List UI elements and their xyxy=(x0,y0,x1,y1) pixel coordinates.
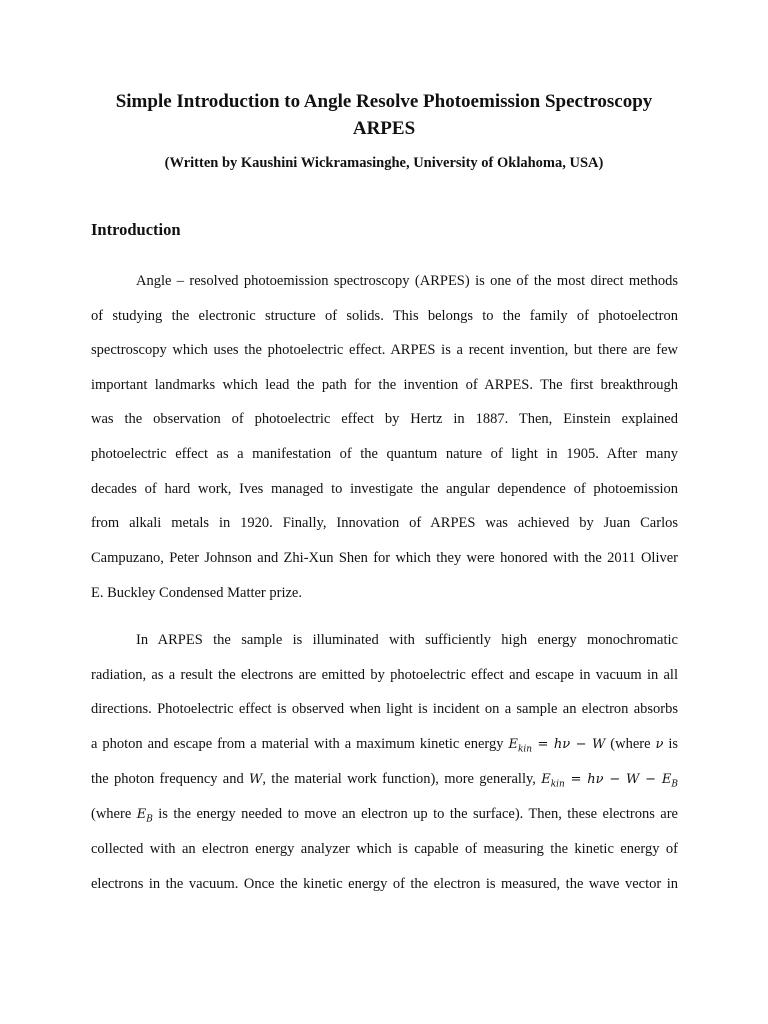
paragraph-1-line: spectroscopy which uses the photoelectric effect. ARPES is a recent invention, but there are few xyxy=(91,342,678,358)
paragraph-2-line: radiation, as a result the electrons are emitted by photoelectric effect and escape in vacuum in all xyxy=(91,667,678,683)
text-run: a photon and escape from a material with a maximum kinetic energy xyxy=(91,736,509,752)
math-subscript: kin xyxy=(550,779,565,790)
general-kinetic-energy-equation xyxy=(541,772,678,790)
text-run: (where xyxy=(605,736,656,752)
paragraph-1-line: E. Buckley Condensed Matter prize. xyxy=(91,585,302,601)
text-run: is xyxy=(663,736,679,752)
math-symbol: E xyxy=(508,737,518,752)
math-symbol: ν xyxy=(655,737,664,752)
math-symbol: W xyxy=(249,772,263,787)
paragraph-1-line: decades of hard work, Ives managed to investigate the angular dependence of photoemission xyxy=(91,481,678,497)
author-byline: (Written by Kaushini Wickramasinghe, University of Oklahoma, USA) xyxy=(164,155,604,171)
paragraph-2-line: collected with an electron energy analyzer which is capable of measuring the kinetic energy of xyxy=(91,841,678,857)
math-subscript: B xyxy=(146,814,153,825)
paragraph-1-line: was the observation of photoelectric effect by Hertz in 1887. Then, Einstein explained xyxy=(91,411,678,427)
binding-energy-symbol xyxy=(136,807,153,825)
paragraph-1-line: important landmarks which lead the path for the invention of ARPES. The first breakthrough xyxy=(91,377,678,393)
paragraph-1-line: Angle – resolved photoemission spectroscopy (ARPES) is one of the most direct methods xyxy=(136,273,678,289)
paragraph-2-line-with-equation xyxy=(91,804,678,825)
math-expression: = hν − W − E xyxy=(564,772,672,787)
section-heading-introduction: Introduction xyxy=(91,220,181,239)
document-title-line-2: ARPES xyxy=(352,118,416,139)
paragraph-2-line-with-equation xyxy=(91,734,678,755)
math-subscript: B xyxy=(671,779,678,790)
math-symbol: E xyxy=(541,772,551,787)
paragraph-2-line: directions. Photoelectric effect is observed when light is incident on a sample an electron absorbs xyxy=(91,701,678,717)
text-run: (where xyxy=(91,806,137,822)
document-title-line-1: Simple Introduction to Angle Resolve Photoemission Spectroscopy xyxy=(115,91,653,112)
paragraph-1-line: Campuzano, Peter Johnson and Zhi-Xun Shen for which they were honored with the 2011 Oliver xyxy=(91,550,678,566)
paragraph-2-line: electrons in the vacuum. Once the kinetic energy of the electron is measured, the wave vector in xyxy=(91,876,678,892)
paragraph-1-line: from alkali metals in 1920. Finally, Innovation of ARPES was achieved by Juan Carlos xyxy=(91,515,678,531)
math-expression: = hν − W xyxy=(532,737,606,752)
paragraph-1-line: photoelectric effect as a manifestation of the quantum nature of light in 1905. After many xyxy=(91,446,678,462)
paragraph-2-line: In ARPES the sample is illuminated with sufficiently high energy monochromatic xyxy=(136,632,678,648)
text-run: , the material work function), more generally, xyxy=(262,771,542,787)
text-run: is the energy needed to move an electron up to the surface). Then, these electrons are xyxy=(152,806,678,822)
math-subscript: kin xyxy=(517,744,533,755)
kinetic-energy-equation xyxy=(508,737,606,755)
paragraph-2-line-with-equation xyxy=(91,769,678,790)
math-symbol: E xyxy=(136,807,147,822)
paragraph-1-line: of studying the electronic structure of solids. This belongs to the family of photoelectron xyxy=(91,308,678,324)
text-run: the photon frequency and xyxy=(91,771,250,787)
